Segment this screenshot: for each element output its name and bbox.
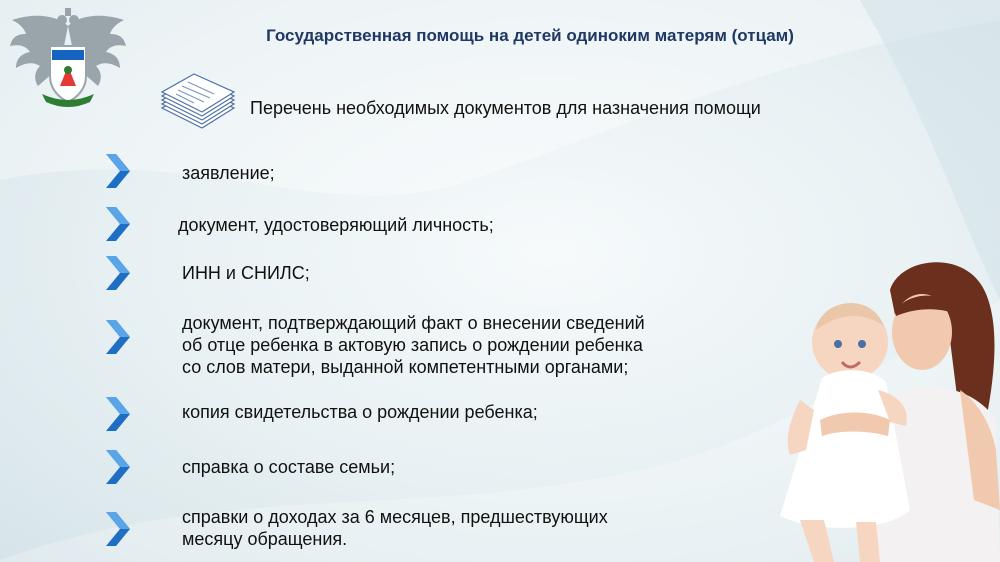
chevron-right-icon (104, 510, 132, 548)
list-item (104, 152, 724, 192)
chevron-right-icon (104, 205, 132, 243)
list-item-label: документ, удостоверяющий личность; (178, 215, 494, 235)
coat-of-arms-icon (6, 6, 130, 116)
list-item-label: документ, подтверждающий факт о внесении сведений об отце ребенка в актовую запись о рождении ребенка со слов матери, выданной компетентными органами; (182, 313, 645, 377)
chevron-right-icon (104, 254, 132, 292)
page-title: Государственная помощь на детей одиноким матерям (отцам) (266, 26, 794, 45)
list-item (104, 395, 724, 435)
chevron-right-icon (104, 395, 132, 433)
chevron-right-icon (104, 318, 132, 356)
list-item-label: копия свидетельства о рождении ребенка; (182, 402, 538, 422)
chevron-right-icon (104, 152, 132, 190)
list-item-label: ИНН и СНИЛС; (182, 263, 310, 283)
list-item (104, 254, 724, 294)
chevron-right-icon (104, 448, 132, 486)
list-item-label: заявление; (182, 163, 275, 183)
list-item-label: справка о составе семьи; (182, 457, 396, 477)
list-item (104, 506, 724, 556)
list-item (104, 312, 724, 377)
list-item (104, 205, 724, 245)
list-item-label: справки о доходах за 6 месяцев, предшествующих месяцу обращения. (182, 507, 608, 549)
mother-and-child-photo (760, 250, 1000, 562)
documents-list-heading: Перечень необходимых документов для назначения помощи (250, 98, 761, 118)
documents-stack-icon (156, 72, 238, 132)
list-item (104, 448, 724, 488)
